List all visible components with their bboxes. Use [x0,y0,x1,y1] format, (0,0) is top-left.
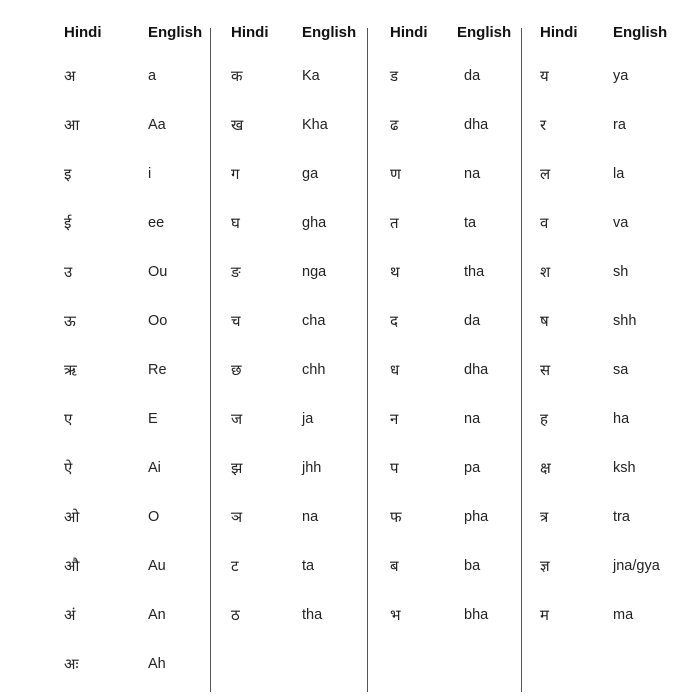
english-transliteration: pa [464,460,481,476]
hindi-letter: ह [540,410,548,428]
hindi-letter: च [231,312,241,330]
hindi-letter: थ [390,263,400,281]
english-transliteration: O [148,509,160,525]
column-header-hindi: Hindi [231,24,269,41]
english-transliteration: Au [148,558,166,574]
english-transliteration: Aa [148,117,166,133]
hindi-letter: ए [64,410,73,428]
english-transliteration: ma [613,607,634,623]
english-transliteration: ta [302,558,315,574]
english-transliteration: jna/gya [613,558,660,574]
hindi-letter: ओ [64,508,80,526]
hindi-letter: छ [231,361,242,379]
english-transliteration: Oo [148,313,168,329]
hindi-letter: ष [540,312,549,330]
english-transliteration: chh [302,362,326,378]
english-transliteration: gha [302,215,327,231]
hindi-letter: ड [390,67,399,85]
hindi-letter: र [540,116,547,134]
english-transliteration: jhh [302,460,322,476]
hindi-letter: क्ष [540,459,551,477]
column-header-hindi: Hindi [390,24,428,41]
english-transliteration: Ou [148,264,168,280]
english-transliteration: ha [613,411,630,427]
english-transliteration: nga [302,264,327,280]
english-transliteration: tha [302,607,323,623]
column-divider [521,28,522,692]
english-transliteration: shh [613,313,637,329]
hindi-letter: ऐ [64,459,73,477]
english-transliteration: ksh [613,460,636,476]
hindi-letter: न [390,410,399,428]
english-transliteration: na [464,411,481,427]
hindi-letter: घ [231,214,240,232]
hindi-letter: ई [64,214,72,232]
hindi-letter: अः [64,655,79,673]
hindi-letter: ण [390,165,401,183]
english-transliteration: bha [464,607,489,623]
hindi-letter: भ [390,606,401,624]
english-transliteration: na [302,509,319,525]
hindi-letter: ध [390,361,400,379]
hindi-letter: म [540,606,549,624]
hindi-letter: ख [231,116,244,134]
english-transliteration: Re [148,362,167,378]
english-transliteration: ba [464,558,481,574]
hindi-letter: द [390,312,398,330]
column-header-english: English [148,24,203,41]
column-header-english: English [613,24,668,41]
english-transliteration: dha [464,117,489,133]
english-transliteration: ta [464,215,477,231]
hindi-letter: ञ [231,508,243,526]
column-divider [210,28,211,692]
english-transliteration: E [148,411,158,427]
hindi-letter: त्र [540,508,549,526]
english-transliteration: ra [613,117,626,133]
english-transliteration: va [613,215,629,231]
hindi-letter: ज [231,410,243,428]
english-transliteration: i [148,166,152,182]
hindi-letter: ढ [390,116,399,134]
column-header-hindi: Hindi [64,24,102,41]
column-divider [367,28,368,692]
english-transliteration: ga [302,166,319,182]
english-transliteration: la [613,166,625,182]
hindi-letter: ब [390,557,399,575]
hindi-letter: ङ [231,263,241,281]
english-transliteration: da [464,313,481,329]
english-transliteration: Kha [302,117,328,133]
column-header-english: English [457,24,512,41]
hindi-letter: ऋ [64,361,77,379]
column-header-hindi: Hindi [540,24,578,41]
english-transliteration: na [464,166,481,182]
hindi-letter: स [540,361,551,379]
hindi-letter: झ [231,459,243,477]
english-transliteration: cha [302,313,326,329]
column-header-english: English [302,24,357,41]
hindi-letter: इ [64,165,72,183]
english-transliteration: An [148,607,166,623]
english-transliteration: Ai [148,460,161,476]
english-transliteration: tha [464,264,485,280]
hindi-letter: औ [64,557,80,575]
hindi-letter: प [390,459,399,477]
english-transliteration: sa [613,362,629,378]
hindi-letter: आ [64,116,80,134]
hindi-letter: ठ [231,606,240,624]
hindi-letter: त [390,214,399,232]
english-transliteration: Ah [148,656,166,672]
english-transliteration: ja [302,411,314,427]
hindi-letter: ल [540,165,551,183]
english-transliteration: ya [613,68,629,84]
hindi-letter: उ [64,263,73,281]
hindi-letter: ऊ [64,312,76,330]
hindi-letter: य [540,67,549,85]
hindi-letter: ग [231,165,240,183]
hindi-letter: क [231,67,243,85]
hindi-letter: व [540,214,549,232]
english-transliteration: sh [613,264,629,280]
english-transliteration: tra [613,509,630,525]
english-transliteration: a [148,68,157,84]
english-transliteration: ee [148,215,165,231]
english-transliteration: dha [464,362,489,378]
english-transliteration: da [464,68,481,84]
hindi-letter: श [540,263,551,281]
english-transliteration: Ka [302,68,320,84]
hindi-letter: ज्ञ [540,557,550,575]
hindi-letter: फ [390,508,402,526]
english-transliteration: pha [464,509,489,525]
hindi-letter: अ [64,67,76,85]
hindi-letter: अं [64,606,76,624]
hindi-letter: ट [231,557,239,575]
